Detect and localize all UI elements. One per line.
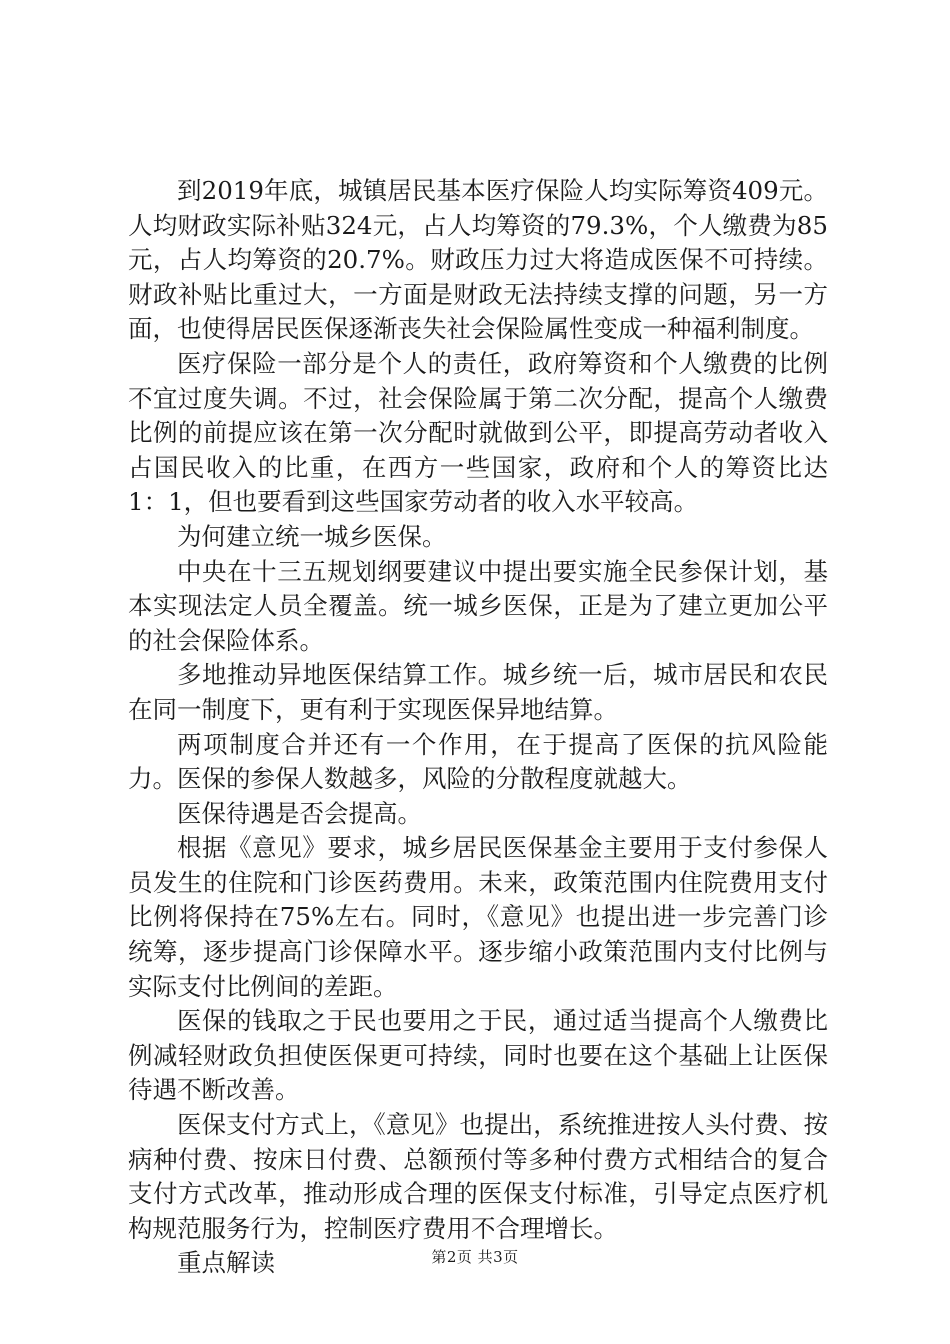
paragraph: 两项制度合并还有一个作用，在于提高了医保的抗风险能力。医保的参保人数越多，风险的分散程度就越大。 — [128, 729, 828, 794]
section-heading: 为何建立统一城乡医保。 — [177, 521, 447, 551]
page-number: 第2页 共3页 — [431, 1248, 519, 1266]
paragraph: 医保的钱取之于民也要用之于民，通过适当提高个人缴费比例减轻财政负担使医保更可持续，同时也要在这个基础上让医保待遇不断改善。 — [128, 1006, 828, 1105]
document-body — [128, 174, 828, 1281]
paragraph: 多地推动异地医保结算工作。城乡统一后，城市居民和农民在同一制度下，更有利于实现医保异地结算。 — [128, 660, 828, 724]
section-heading: 医保待遇是否会提高。 — [177, 798, 422, 828]
paragraph: 医保支付方式上，《意见》也提出，系统推进按人头付费、按病种付费、按床日付费、总额预付等多种付费方式相结合的复合支付方式改革，推动形成合理的医保支付标准，引导定点医疗机构规范服务行为，控制医疗费用不合理增长。 — [128, 1110, 828, 1243]
paragraph: 中央在十三五规划纲要建议中提出要实施全民参保计划，基本实现法定人员全覆盖。统一城乡医保，正是为了建立更加公平的社会保险体系。 — [128, 556, 828, 655]
paragraph: 到2019年底，城镇居民基本医疗保险人均实际筹资409元。人均财政实际补贴324元，占人均筹资的79.3%，个人缴费为85元，占人均筹资的20.7%。财政压力过大将造成医保不可持续。财政补贴比重过大，一方面是财政无法持续支撑的问题，另一方面，也使得居民医保逐渐丧失社会保险属性变成一种福利制度。 — [128, 176, 828, 344]
section-heading: 重点解读 — [177, 1248, 275, 1278]
paragraph: 医疗保险一部分是个人的责任，政府筹资和个人缴费的比例不宜过度失调。不过，社会保险属于第二次分配，提高个人缴费比例的前提应该在第一次分配时就做到公平，即提高劳动者收入占国民收入的比重，在西方一些国家，政府和个人的筹资比达1：1，但也要看到这些国家劳动者的收入水平较高。 — [128, 348, 828, 517]
paragraph: 根据《意见》要求，城乡居民医保基金主要用于支付参保人员发生的住院和门诊医药费用。未来，政策范围内住院费用支付比例将保持在75%左右。同时，《意见》也提出进一步完善门诊统筹，逐步提高门诊保障水平。逐步缩小政策范围内支付比例与实际支付比例间的差距。 — [128, 833, 828, 1001]
